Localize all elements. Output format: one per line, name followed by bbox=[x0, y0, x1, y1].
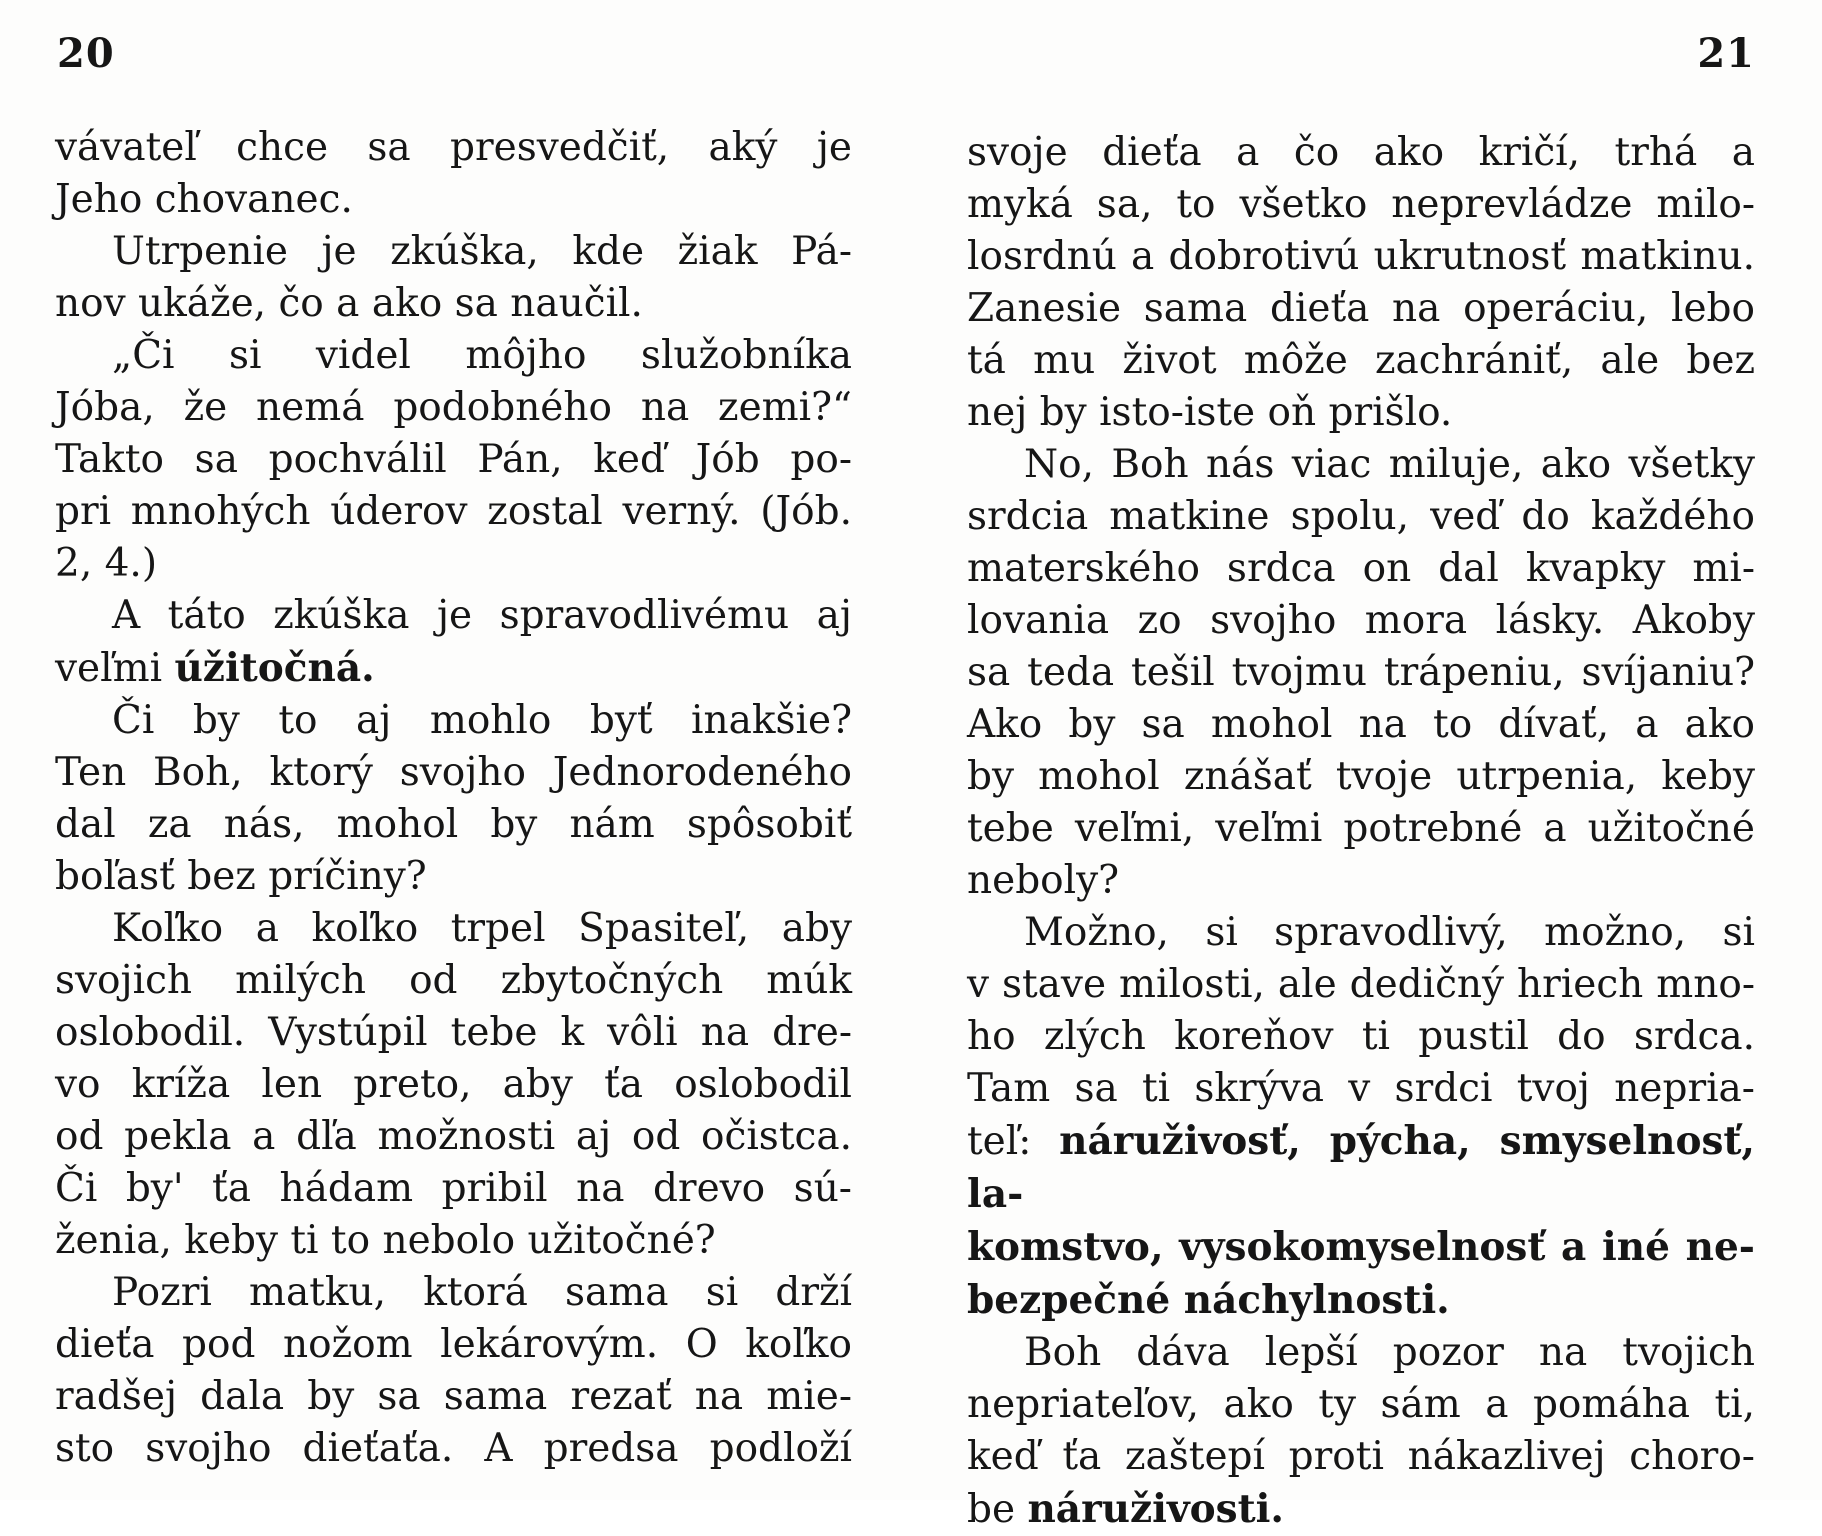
body-text: „Či si videl môjho služobníka bbox=[112, 333, 852, 378]
text-line bbox=[967, 231, 1755, 283]
text-line bbox=[55, 226, 852, 278]
text-line bbox=[967, 699, 1755, 751]
body-text: Jeho chovanec. bbox=[55, 177, 353, 222]
text-line bbox=[55, 747, 852, 799]
emphasized-text: náruživosti. bbox=[1027, 1486, 1284, 1532]
text-line bbox=[967, 1431, 1755, 1483]
body-text: svoje dieťa a čo ako kričí, trhá a bbox=[967, 130, 1755, 175]
text-line bbox=[967, 491, 1755, 543]
body-text: radšej dala by sa sama rezať na mie- bbox=[55, 1374, 852, 1419]
body-text: Koľko a koľko trpel Spasiteľ, aby bbox=[112, 906, 852, 951]
body-text: nepriateľov, ako ty sám a pomáha ti, bbox=[967, 1382, 1755, 1427]
body-text: ho zlých koreňov ti pustil do srdca. bbox=[967, 1014, 1755, 1059]
text-line bbox=[967, 439, 1755, 491]
text-line bbox=[55, 1371, 852, 1423]
body-text: Možno, si spravodlivý, možno, si bbox=[1024, 910, 1755, 955]
text-line bbox=[55, 1007, 852, 1059]
body-text: by mohol znášať tvoje utrpenia, keby bbox=[967, 754, 1755, 799]
text-line bbox=[967, 803, 1755, 855]
text-line bbox=[967, 751, 1755, 803]
body-text: Pozri matku, ktorá sama si drží bbox=[112, 1270, 852, 1315]
body-text: ženia, keby ti to nebolo užitočné? bbox=[55, 1218, 716, 1263]
page-number-left: 20 bbox=[57, 30, 115, 77]
text-line bbox=[967, 959, 1755, 1011]
body-text: oslobodil. Vystúpil tebe k vôli na dre- bbox=[55, 1010, 852, 1055]
text-line bbox=[55, 486, 852, 538]
text-line bbox=[55, 590, 852, 642]
text-line bbox=[55, 382, 852, 434]
text-line bbox=[967, 127, 1755, 179]
text-column-right bbox=[967, 127, 1755, 1536]
text-line bbox=[55, 330, 852, 382]
body-text: Utrpenie je zkúška, kde žiak Pá- bbox=[112, 229, 852, 274]
text-line bbox=[55, 955, 852, 1007]
body-text: 2, 4.) bbox=[55, 541, 158, 586]
text-line bbox=[55, 1423, 852, 1475]
text-line bbox=[967, 179, 1755, 231]
body-text: Či by to aj mohlo byť inakšie? bbox=[112, 698, 852, 743]
body-text: vo kríža len preto, aby ťa oslobodil bbox=[55, 1062, 852, 1107]
body-text: lovania zo svojho mora lásky. Akoby bbox=[967, 598, 1755, 643]
text-line bbox=[55, 1319, 852, 1371]
text-line bbox=[967, 595, 1755, 647]
text-line bbox=[55, 1059, 852, 1111]
text-line bbox=[55, 695, 852, 747]
body-text: Či by' ťa hádam pribil na drevo sú- bbox=[55, 1166, 852, 1211]
body-text: v stave milosti, ale dedičný hriech mno- bbox=[967, 962, 1755, 1007]
body-text: sto svojho dieťaťa. A predsa podloží bbox=[55, 1426, 852, 1471]
text-line bbox=[967, 1063, 1755, 1115]
text-line bbox=[55, 278, 852, 330]
emphasized-text: komstvo, vysokomyselnosť a iné ne- bbox=[967, 1224, 1755, 1270]
text-line bbox=[967, 543, 1755, 595]
text-line bbox=[967, 907, 1755, 959]
text-line bbox=[55, 1267, 852, 1319]
text-line bbox=[55, 434, 852, 486]
text-line bbox=[55, 799, 852, 851]
body-text: Jóba, že nemá podobného na zemi?“ bbox=[55, 385, 852, 430]
body-text: neboly? bbox=[967, 858, 1120, 903]
emphasized-text: úžitočná. bbox=[174, 645, 375, 691]
text-line bbox=[967, 283, 1755, 335]
text-line bbox=[55, 851, 852, 903]
text-line bbox=[967, 1327, 1755, 1379]
body-text: nej by isto-iste oň prišlo. bbox=[967, 390, 1453, 435]
body-text: tá mu život môže zachrániť, ale bez bbox=[967, 338, 1755, 383]
text-line bbox=[967, 1274, 1755, 1327]
body-text: keď ťa zaštepí proti nákazlivej choro- bbox=[967, 1434, 1755, 1479]
text-line bbox=[967, 1483, 1755, 1536]
body-text: dal za nás, mohol by nám spôsobiť bbox=[55, 802, 852, 847]
text-line bbox=[55, 1163, 852, 1215]
body-text: sa teda tešil tvojmu trápeniu, svíjaniu? bbox=[967, 650, 1755, 695]
text-line bbox=[55, 122, 852, 174]
body-text: Ako by sa mohol na to dívať, a ako bbox=[967, 702, 1755, 747]
body-text: pri mnohých úderov zostal verný. (Jób. bbox=[55, 489, 852, 534]
text-line bbox=[967, 387, 1755, 439]
body-text: vávateľ chce sa presvedčiť, aký je bbox=[55, 125, 852, 170]
text-line bbox=[967, 1115, 1755, 1221]
body-text: srdcia matkine spolu, veď do každého bbox=[967, 494, 1755, 539]
text-line bbox=[967, 647, 1755, 699]
emphasized-text: náruživosť, pýcha, smyselnosť, la- bbox=[967, 1118, 1756, 1217]
body-text: Tam sa ti skrýva v srdci tvoj nepria- bbox=[967, 1066, 1755, 1111]
body-text: tebe veľmi, veľmi potrebné a užitočné bbox=[967, 806, 1755, 851]
text-line bbox=[967, 335, 1755, 387]
body-text: teľ: bbox=[967, 1119, 1060, 1164]
body-text: dieťa pod nožom lekárovým. O koľko bbox=[55, 1322, 852, 1367]
body-text: A táto zkúška je spravodlivému aj bbox=[112, 593, 852, 638]
body-text: Takto sa pochválil Pán, keď Jób po- bbox=[55, 437, 852, 482]
text-line bbox=[55, 642, 852, 695]
body-text: be bbox=[967, 1487, 1028, 1532]
body-text: Zanesie sama dieťa na operáciu, lebo bbox=[967, 286, 1755, 331]
text-line bbox=[55, 1215, 852, 1267]
body-text: boľasť bez príčiny? bbox=[55, 854, 427, 899]
body-text: od pekla a dľa možnosti aj od očistca. bbox=[55, 1114, 852, 1159]
body-text: Boh dáva lepší pozor na tvojich bbox=[1024, 1330, 1755, 1375]
body-text: svojich milých od zbytočných múk bbox=[55, 958, 852, 1003]
text-line bbox=[55, 538, 852, 590]
page-number-right: 21 bbox=[1697, 30, 1755, 77]
body-text: Ten Boh, ktorý svojho Jednorodeného bbox=[55, 750, 852, 795]
body-text: No, Boh nás viac miluje, ako všetky bbox=[1024, 442, 1755, 487]
body-text: nov ukáže, čo a ako sa naučil. bbox=[55, 281, 643, 326]
text-line bbox=[967, 855, 1755, 907]
body-text: veľmi bbox=[55, 646, 175, 691]
text-column-left bbox=[55, 122, 852, 1475]
emphasized-text: bezpečné náchylnosti. bbox=[967, 1277, 1450, 1323]
text-line bbox=[55, 1111, 852, 1163]
text-line bbox=[967, 1221, 1755, 1274]
text-line bbox=[55, 903, 852, 955]
body-text: materského srdca on dal kvapky mi- bbox=[967, 546, 1755, 591]
text-line bbox=[55, 174, 852, 226]
text-line bbox=[967, 1379, 1755, 1431]
body-text: losrdnú a dobrotivú ukrutnosť matkinu. bbox=[967, 234, 1755, 279]
body-text: myká sa, to všetko neprevládze milo- bbox=[967, 182, 1755, 227]
text-line bbox=[967, 1011, 1755, 1063]
